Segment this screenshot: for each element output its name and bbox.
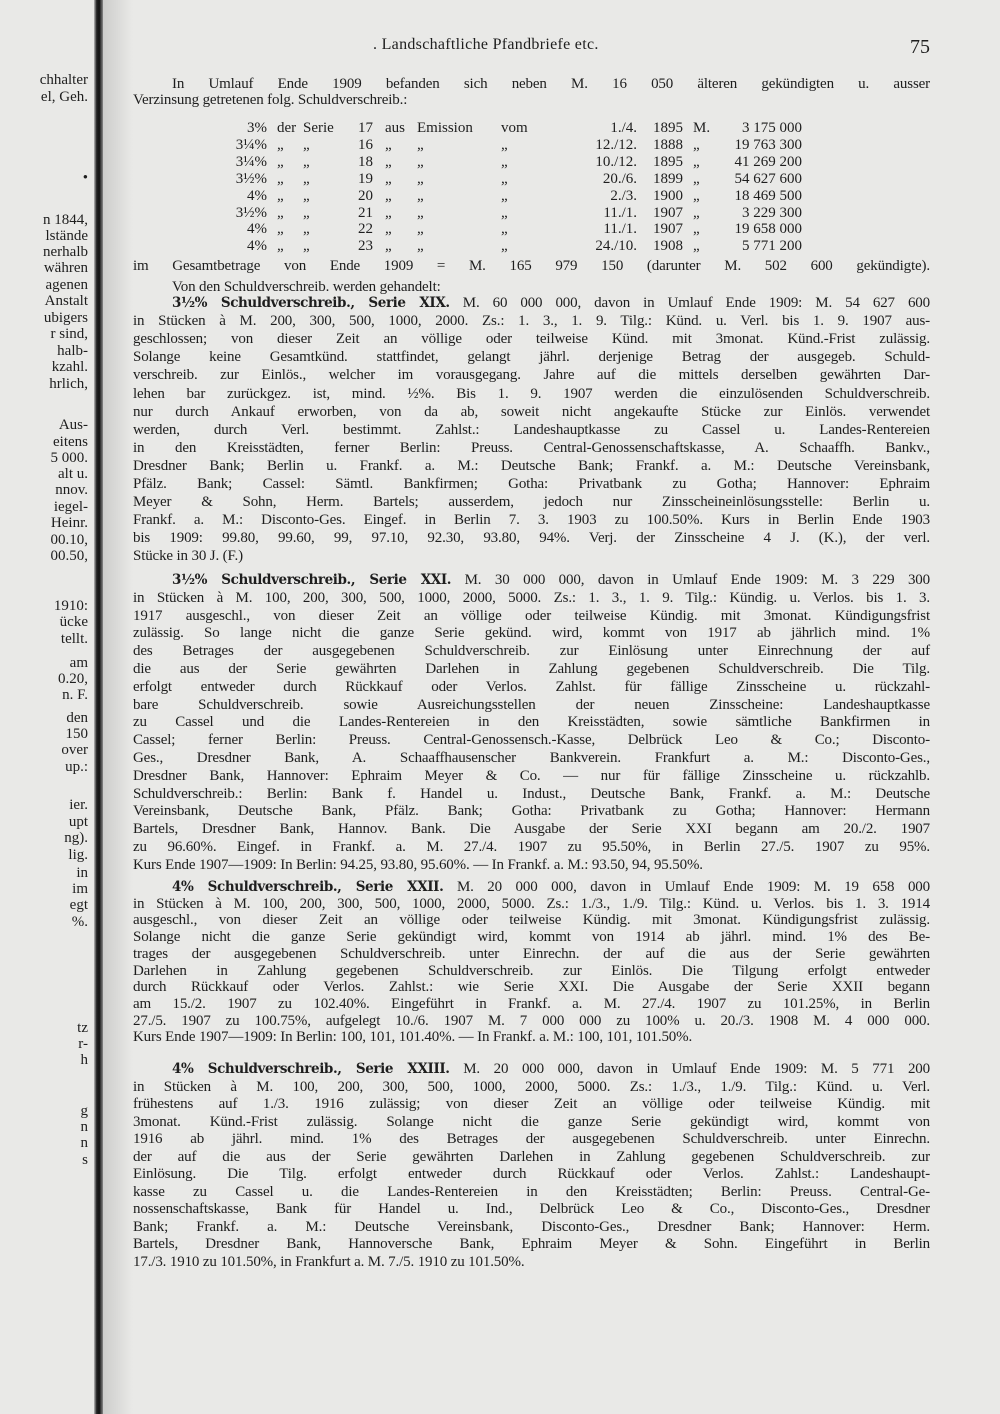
section-first-line (172, 572, 930, 588)
cell-m: „ (693, 204, 700, 221)
gutter-shadow (103, 0, 133, 1414)
cell-num: 22 (358, 221, 373, 238)
section-line: des Betrages der ausgegebenen Schuldverschreib. zur Einlösung unter Einrechnung der auf (133, 643, 930, 660)
cell-aus: „ (385, 221, 392, 238)
section-line: zu Cassel und die Landes-Rentereien in den Kreisstädten, sowie sämtliche Bankfirmen in (133, 714, 930, 731)
cell-m: „ (693, 153, 700, 170)
cell-date: 20./6. (602, 170, 637, 187)
margin-fragment: 5 000. (50, 450, 88, 466)
cell-amount: 18 469 500 (734, 187, 802, 204)
cell-em: Emission (417, 120, 473, 136)
section-heading: 4% Schuldverschreib., Serie XXII. (172, 879, 444, 895)
cell-amount: 3 229 300 (742, 204, 802, 221)
cell-amount: 19 763 300 (734, 136, 802, 153)
cell-aus: „ (385, 136, 392, 153)
table-row (133, 171, 930, 187)
cell-pct: 3% (247, 120, 267, 136)
section-line: durch Rückkauf oder Verlos. Zahlst.: wie Serie XXI. Die Ausgabe der Serie XXII begann (133, 979, 930, 996)
cell-vom: „ (501, 204, 508, 221)
section-line: nur durch Ankauf erworben, von da ab, soweit nicht angekaufte Stücke zur Einlös. verwendet (133, 403, 930, 420)
section-first-line (172, 879, 930, 895)
section-first-line (172, 1061, 930, 1077)
section-line: Solange nicht die ganze Serie gekündigt wird, kommt von 1914 ab jährl. mind. 1% des Be- (133, 929, 930, 946)
cell-pct: 3½% (235, 204, 267, 221)
section-line: Frankf. a. M.: Disconto-Ges. Eingef. in Berlin 7. 3. 1903 zu 100.50%. Kurs in Berlin Ende 1903 (133, 512, 930, 529)
cell-m: „ (693, 187, 700, 204)
margin-fragment: tellt. (60, 631, 88, 647)
margin-fragment: im (72, 881, 88, 897)
margin-fragment: lstände (45, 228, 88, 244)
cell-year: 1900 (653, 187, 683, 204)
cell-em: „ (417, 170, 424, 187)
cell-aus: „ (385, 153, 392, 170)
section-line: 3monat. Künd.-Frist zulässig. Solange nicht die ganze Serie gekündigt wird, kommt von (133, 1113, 930, 1130)
section-line: nossenschaftskasse, Bank für Handel u. Ind., Delbrück Leo & Co., Disconto-Ges., Dresdner (133, 1201, 930, 1217)
margin-fragment: 00.10, (50, 532, 88, 548)
margin-fragment: ng). (64, 830, 88, 846)
section-line: 1916 ab jährl. mind. 1% des Betrages der ausgegebenen Schuldverschreib. unter Einrechn. (133, 1131, 930, 1147)
cell-amount: 3 175 000 (742, 120, 802, 136)
section-line: Bartels, Dresdner Bank, Hannov. Bank. Die Ausgabe der Serie XXI begann am 20./2. 1907 (133, 821, 930, 838)
section-line: in Stücken à M. 100, 200, 300, 500, 1000, 2000, 5000. Zs.: 1./3., 1./9. Tilg.: Künd. u. Verlos. bis 1. 3. 1914 (133, 895, 930, 912)
section-heading-rest: M. 20 000 000, davon in Umlauf Ende 1909: M. 19 658 000 (443, 879, 930, 895)
cell-aus: „ (385, 187, 392, 204)
margin-fragment: el, Geh. (40, 89, 88, 105)
margin-fragment: ier. (69, 797, 88, 813)
cell-year: 1907 (653, 221, 683, 238)
section-line: ausgeschl., von dieser Zeit an völlige oder teilweise Kündig. mit 3monat. Kündigungsfrist zulässig. (133, 912, 930, 929)
margin-fragment: agenen (45, 277, 88, 293)
section-heading-rest: M. 30 000 000, davon in Umlauf Ende 1909: M. 3 229 300 (451, 572, 930, 588)
cell-serie: „ (303, 136, 310, 153)
total-line: im Gesamtbetrage von Ende 1909 = M. 165 979 150 (darunter M. 502 600 gekündigte). (133, 258, 930, 274)
cell-der: „ (277, 238, 284, 255)
margin-fragment: hrlich, (49, 376, 88, 392)
section-line: trages der ausgegebenen Schuldverschreib. unter Einrechn. der auf die aus der Serie gewährten (133, 945, 930, 962)
running-title: . Landschaftliche Pfandbriefe etc. (373, 36, 599, 53)
cell-num: 20 (358, 187, 373, 204)
section-heading: 4% Schuldverschreib., Serie XXIII. (172, 1061, 450, 1077)
section-line: zu 96.60%. Eingef. in Frankf. a. M. 27./4. 1907 zu 95.50%, in Berlin 27./5. 1907 zu 95%. (133, 839, 930, 855)
cell-vom: „ (501, 136, 508, 153)
cell-serie: „ (303, 187, 310, 204)
section-line: Dresdner Bank; Berlin u. Frankf. a. M.: Deutsche Bank; Frankf. a. M.: Deutsche Vereinsbank, (133, 457, 930, 474)
cell-num: 18 (358, 153, 373, 170)
margin-fragment: Heinr. (50, 515, 88, 531)
section-line: Kurs Ende 1907—1909: In Berlin: 94.25, 93.80, 95.60%. — In Frankf. a. M.: 93.50, 94, 95.50%. (133, 856, 703, 873)
cell-vom: „ (501, 221, 508, 238)
table-row (133, 154, 930, 170)
section-line: verschreib. zur Einlös., welcher im vorausgegang. Jahre auf die mittels derselben gewährten Dar- (133, 367, 930, 384)
page-header (133, 36, 930, 56)
section-line: werden, durch Verl. bestimmt. Zahlst.: Landeshauptkasse zu Cassel u. Landes-Rentereien (133, 421, 930, 438)
section-line: Darlehen in Zahlung gegebenen Schuldverschreib. zur Einlös. Die Tilgung erfolgt entweder (133, 962, 930, 979)
margin-fragment: n (80, 1119, 88, 1135)
section-line: in Stücken à M. 100, 200, 300, 500, 1000, 2000, 5000. Zs.: 1./3., 1./9. Tilg.: Künd. u. Verl. (133, 1078, 930, 1095)
cell-serie: „ (303, 204, 310, 221)
section-line: Dresdner Bank, Hannover: Ephraim Meyer & Co. — nur für fällige Zinsscheine u. rückzahlb. (133, 767, 930, 784)
cell-year: 1895 (653, 153, 683, 170)
cell-amount: 5 771 200 (742, 238, 802, 255)
section-line: bare Schuldverschreib. sowie Ausreichungsstellen der neuen Zinsscheine: Landeshauptkasse (133, 696, 930, 713)
cell-date: 10./12. (595, 153, 637, 170)
cell-date: 24./10. (595, 238, 637, 255)
table-row (133, 120, 930, 136)
cell-em: „ (417, 238, 424, 255)
section-line: in Stücken à M. 200, 300, 500, 1000, 2000. Zs.: 1. 3., 1. 9. Tilg.: Künd. u. Verl. bis 1. 9. 1907 aus- (133, 313, 930, 330)
section-line: 1917 ausgeschl., von dieser Zeit an völlige oder teilweise Kündig. mit 3monat. Kündigungsfrist (133, 607, 930, 624)
cell-aus: „ (385, 170, 392, 187)
cell-der: „ (277, 170, 284, 187)
margin-fragment: 150 (65, 726, 88, 742)
margin-fragment: nerhalb (43, 244, 88, 260)
section-line: am 15./2. 1907 zu 102.40%. Eingeführt in Frankf. a. M. 27./4. 1907 zu 101.25%, in Berlin (133, 995, 930, 1012)
cell-num: 19 (358, 170, 373, 187)
cell-m: „ (693, 170, 700, 187)
cell-vom: „ (501, 153, 508, 170)
section-line: erfolgt entweder durch Rückkauf oder Verlos. Zahlst. für fällige Zinsscheine u. rückzahl- (133, 678, 930, 695)
margin-fragment: g (80, 1103, 88, 1119)
cell-serie: „ (303, 153, 310, 170)
margin-fragment: tz (77, 1020, 88, 1036)
cell-m: M. (693, 120, 711, 136)
cell-vom: „ (501, 170, 508, 187)
cell-em: „ (417, 187, 424, 204)
section-line: Meyer & Sohn, Herm. Bartels; ausserdem, jedoch nur Zinsscheineinlösungsstelle: Berlin u. (133, 494, 930, 511)
cell-em: „ (417, 204, 424, 221)
margin-fragment: 1910: (53, 598, 88, 614)
margin-fragment: alt u. (58, 466, 88, 482)
cell-pct: 3¼% (235, 136, 267, 153)
cell-pct: 3¼% (235, 153, 267, 170)
cell-vom: vom (501, 120, 528, 136)
margin-fragment: Anstalt (44, 293, 88, 309)
margin-fragment: egt (69, 897, 88, 913)
section-line: Ges., Dresdner Bank, A. Schaaffhausenscher Bankverein. Frankfurt a. M.: Disconto-Ges., (133, 750, 930, 766)
table-row (133, 188, 930, 204)
cell-aus: „ (385, 204, 392, 221)
margin-fragment: s (82, 1152, 88, 1168)
cell-der: der (277, 120, 297, 136)
margin-fragment: 00.50, (50, 548, 88, 564)
section-line: geschlossen; von dieser Zeit an völlige oder teilweise Künd. mit 3monat. Künd.-Frist zulässig. (133, 331, 930, 348)
margin-fragment: over (61, 742, 88, 758)
cell-num: 23 (358, 238, 373, 255)
margin-fragment: lig. (68, 847, 88, 863)
section-heading-rest: M. 20 000 000, davon in Umlauf Ende 1909: M. 5 771 200 (449, 1061, 930, 1077)
margin-fragment: n 1844, (43, 212, 88, 228)
cell-year: 1895 (653, 120, 683, 136)
cell-year: 1907 (653, 204, 683, 221)
margin-fragment: eitens (53, 434, 88, 450)
margin-fragment: am (69, 655, 88, 671)
intro-line: Verzinsung getretenen folg. Schuldverschreib.: (133, 92, 408, 108)
cell-num: 16 (358, 136, 373, 153)
section-line: Cassel; ferner Berlin: Preuss. Central-Genossensch.-Kasse, Delbrück Leo & Co.; Disconto- (133, 732, 930, 749)
cell-num: 21 (358, 204, 373, 221)
section-line: Pfälz. Bank; Cassel: Sämtl. Bankfirmen; Gotha: Privatbank zu Gotha; Hannover: Ephraim (133, 476, 930, 492)
cell-year: 1888 (653, 136, 683, 153)
section-line: Bank; Frankf. a. M.: Deutsche Vereinsbank, Disconto-Ges., Dresdner Bank; Hannover: Herm. (133, 1218, 930, 1235)
cell-year: 1908 (653, 238, 683, 255)
section-line: zulässig. So lange nicht die ganze Serie gekünd. wird, kommt von 1917 ab jährlich mind. 1% (133, 625, 930, 642)
margin-fragment: nnov. (55, 482, 88, 498)
section-line: kasse zu Cassel u. die Landes-Rentereien in den Kreisstädten; Berlin: Preuss. Central-Ge- (133, 1183, 930, 1200)
cell-vom: „ (501, 187, 508, 204)
cell-m: „ (693, 221, 700, 238)
cell-der: „ (277, 136, 284, 153)
margin-fragment: ücke (59, 614, 88, 630)
margin-fragment: • (82, 170, 88, 186)
table-row (133, 137, 930, 153)
cell-pct: 4% (247, 187, 267, 204)
cell-der: „ (277, 153, 284, 170)
margin-fragment: h (80, 1052, 88, 1068)
cell-em: „ (417, 136, 424, 153)
cell-date: 12./12. (595, 136, 637, 153)
cell-year: 1899 (653, 170, 683, 187)
section-line: in den Kreisstädten, ferner Berlin: Preuss. Central-Genossenschaftskasse, A. Schaaffh. Bankv., (133, 439, 930, 456)
section-line: der auf die aus der Serie gewährten Darlehen in Zahlung gegebenen Schuldverschreib. zur (133, 1148, 930, 1165)
cell-date: 11./1. (603, 221, 637, 238)
cell-der: „ (277, 204, 284, 221)
margin-fragment: Aus- (58, 417, 88, 433)
section-heading: 3½% Schuldverschreib., Serie XXI. (172, 572, 452, 588)
section-line: Solange keine Gesamtkünd. stattfindet, gelangt jährl. derjenige Betrag der ausgegeb. Schuld- (133, 349, 930, 366)
cell-amount: 41 269 200 (734, 153, 802, 170)
traded-intro: Von den Schuldverschreib. werden gehandelt: (172, 279, 441, 295)
cell-pct: 4% (247, 238, 267, 255)
cell-date: 2./3. (610, 187, 637, 204)
table-row (133, 221, 930, 237)
section-line: 27./5. 1907 zu 100.75%, aufgelegt 10./6. 1907 M. 7 000 000 zu 100% u. 20./3. 1908 M. 4 000 000. (133, 1012, 930, 1029)
margin-fragment: n (80, 1135, 88, 1151)
cell-der: „ (277, 187, 284, 204)
cell-serie: Serie (303, 120, 334, 136)
cell-pct: 4% (247, 221, 267, 238)
section-line: Einlösung. Die Tilg. erfolgt entweder durch Rückkauf oder Verlos. Zahlst.: Landeshaupt- (133, 1166, 930, 1182)
margin-fragment: chhalter (39, 72, 88, 88)
cell-pct: 3½% (235, 170, 267, 187)
cell-serie: „ (303, 221, 310, 238)
cell-amount: 19 658 000 (734, 221, 802, 238)
margin-fragment: 0.20, (58, 671, 88, 687)
margin-fragment: r sind, (50, 326, 88, 342)
margin-fragment: n. F. (62, 687, 88, 703)
section-line: die aus der Serie gewährten Darlehen in Zahlung gegebenen Schuldverschreib. Die Tilg. (133, 661, 930, 677)
section-line: frühestens auf 1./3. 1916 zulässig; von dieser Zeit an völlige oder teilweise Kündig. mit (133, 1096, 930, 1112)
cell-serie: „ (303, 238, 310, 255)
section-line: Schuldverschreib.: Berlin: Bank f. Handel u. Indust., Deutsche Bank, Frankf. a. M.: Deutsche (133, 785, 930, 802)
cell-em: „ (417, 221, 424, 238)
cell-m: „ (693, 136, 700, 153)
section-line: Kurs Ende 1907—1909: In Berlin: 100, 101, 101.40%. — In Frankf. a. M.: 100, 101, 101.50%. (133, 1029, 693, 1046)
margin-fragment: up.: (65, 759, 88, 775)
table-row (133, 205, 930, 221)
book-spine (94, 0, 103, 1414)
section-first-line (172, 295, 930, 311)
margin-fragment: währen (43, 260, 88, 276)
section-line: Stücke in 30 J. (F.) (133, 548, 243, 565)
cell-der: „ (277, 221, 284, 238)
margin-fragment: kzahl. (51, 359, 88, 375)
cell-em: „ (417, 153, 424, 170)
margin-fragment: r- (78, 1036, 88, 1052)
cell-serie: „ (303, 170, 310, 187)
margin-fragment: %. (71, 914, 88, 930)
cell-amount: 54 627 600 (734, 170, 802, 187)
section-line: lehen bar zurückgez. ist, mind. ½%. Bis 1. 9. 1907 werden die einzulösenden Schuldverschreib. (133, 385, 930, 402)
margin-fragment: ubigers (43, 310, 88, 326)
page-number: 75 (910, 36, 930, 58)
margin-fragment: upt (68, 814, 88, 830)
margin-fragment: iegel- (53, 499, 88, 515)
margin-fragment: halb- (57, 343, 88, 359)
margin-fragment: in (76, 865, 88, 881)
section-heading: 3½% Schuldverschreib., Serie XIX. (172, 295, 450, 311)
section-heading-rest: M. 60 000 000, davon in Umlauf Ende 1909: M. 54 627 600 (449, 295, 930, 311)
cell-m: „ (693, 238, 700, 255)
cell-date: 1./4. (610, 120, 637, 136)
cell-vom: „ (501, 238, 508, 255)
margin-fragment: den (66, 710, 88, 726)
intro-line: In Umlauf Ende 1909 befanden sich neben M. 16 050 älteren gekündigten u. ausser (172, 76, 930, 92)
cell-aus: „ (385, 238, 392, 255)
section-line: Vereinsbank, Deutsche Bank, Pfälz. Bank; Gotha: Privatbank zu Gotha; Hannover: Hermann (133, 803, 930, 820)
cell-date: 11./1. (603, 204, 637, 221)
section-line: in Stücken à M. 100, 200, 300, 500, 1000, 2000, 5000. Zs.: 1. 3., 1. 9. Tilg.: Kündig. u. Verlos. bis 1. 3. (133, 589, 930, 606)
table-row (133, 238, 930, 254)
section-line: Bartels, Dresdner Bank, Hannoversche Bank, Ephraim Meyer & Sohn. Eingeführt in Berlin (133, 1236, 930, 1252)
cell-num: 17 (358, 120, 373, 136)
section-line: bis 1909: 99.80, 99.60, 99, 97.10, 92.30, 93.80, 94%. Verj. der Zinsscheine 4 J. (K.), der verl. (133, 530, 930, 547)
section-line: 17./3. 1910 zu 101.50%, in Frankfurt a. M. 7./5. 1910 zu 101.50%. (133, 1253, 525, 1270)
cell-aus: aus (385, 120, 405, 136)
